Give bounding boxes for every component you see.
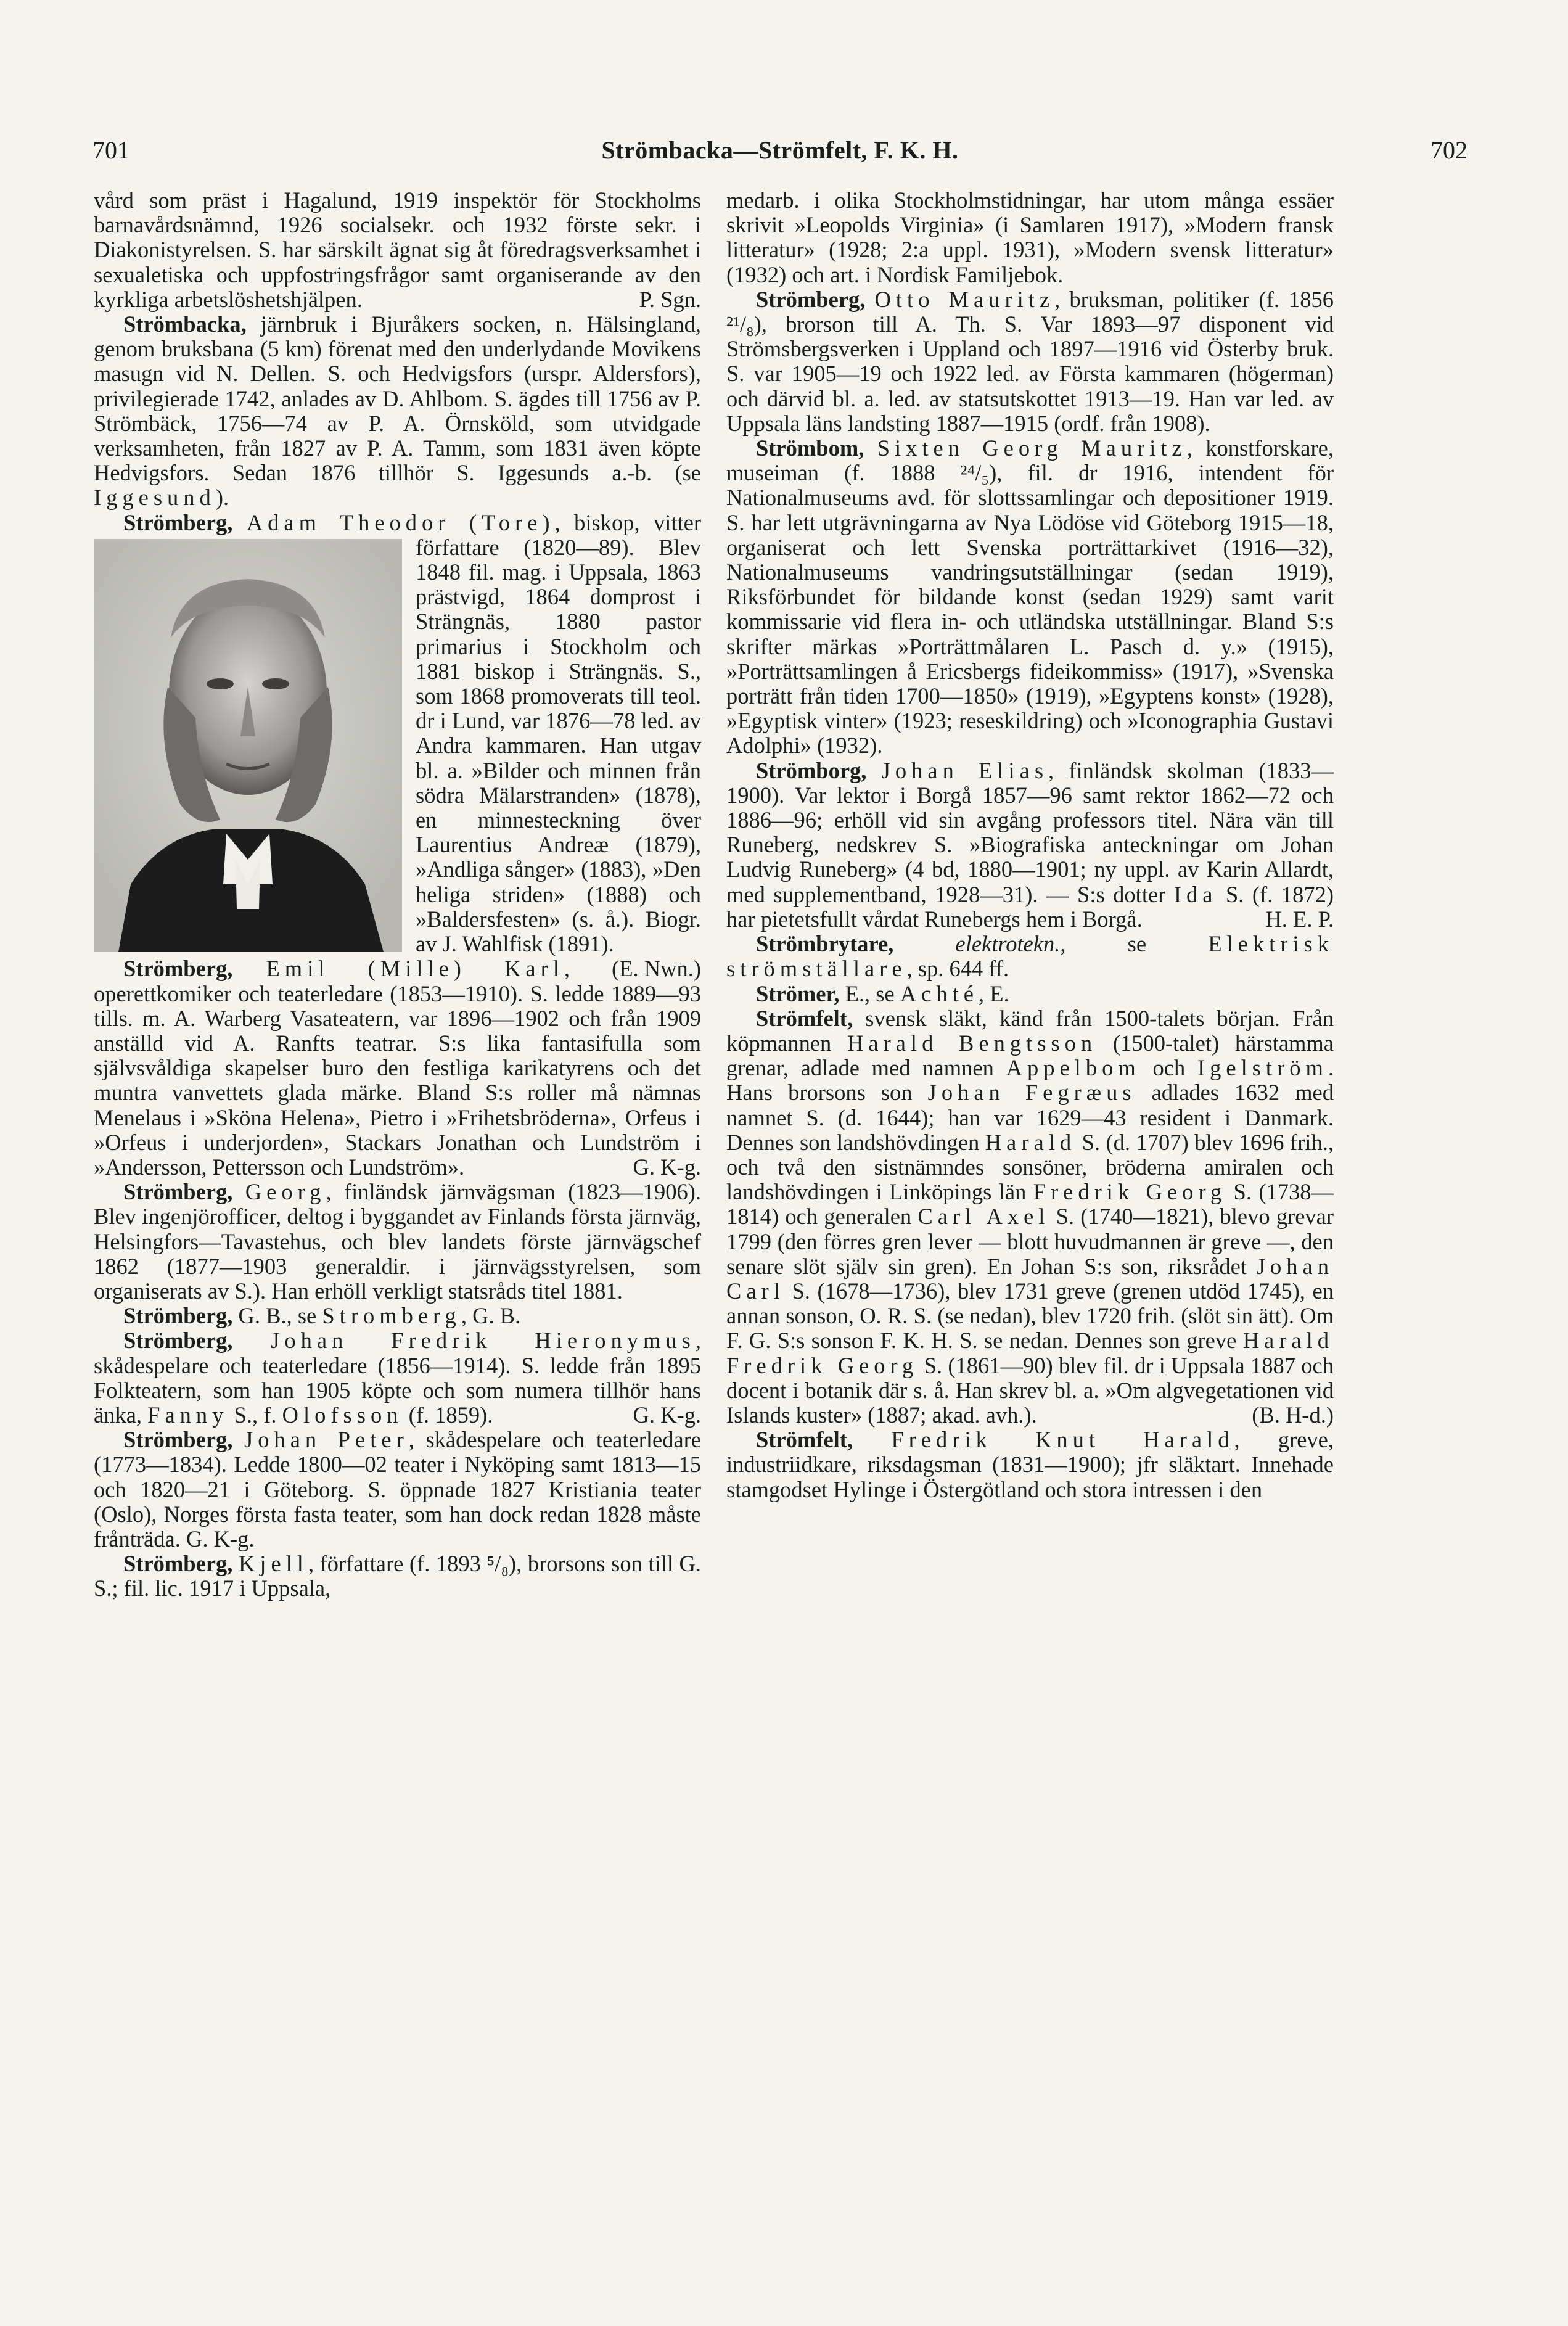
headword: Strömbrytare, [756,931,894,957]
entry-continuation: medarb. i olika Stockholmstidningar, har utom många essäer skrivit »Leopolds Virginia» (i Samlaren 1917), »Modern fransk litteratur» (1928; 2:a uppl. 1931), »Modern svensk litteratur» (1932) och art. i Nordisk Familjebok. [726,187,1334,287]
headword: Strömfelt, [756,1005,853,1031]
entry-stromberg-gb: Strömberg, G. B., se Stromberg, G. B. [123,1303,521,1329]
headword: Strömberg, [123,1328,233,1354]
signature: (E. Nwn.) [612,956,701,982]
cross-reference: Ida [1173,881,1218,907]
entry-stromberg-jfh: Strömberg, Johan Fredrik Hieronymus, skådespelare och teaterledare (1856—1914). S. ledde från 1895 Folkteatern, som han 1905 köpte och som numera tillhör hans änka, Fanny S., f. Olofsson (f. 1859). G. K-g. [94,1328,701,1428]
signature: (B. H-d.) [1252,1402,1334,1428]
cross-reference: Achté [900,980,979,1006]
headword: Strömer, [756,980,840,1006]
entry-continuation: vård som präst i Hagalund, 1919 inspektör för Stockholms barnavårdsnämnd, 1926 socialsekr. och 1932 förste sekr. i Diakonistyrelsen. S. har särskilt ägnat sig åt föredragsverksamhet i sexualetiska och uppfostringsfrågor samt organiserande av den kyrkliga arbetslöshetshjälpen. P. Sgn. [94,187,701,312]
signature: G. K-g. [633,1402,701,1428]
page-header [92,136,1467,179]
person-name: Adam Theodor (Tore) [246,509,555,535]
headword: Strömberg, [123,509,233,535]
entry-stromer: Strömer, E., se Achté, E. [756,980,1009,1006]
person-name: Kjell [238,1551,308,1577]
cross-reference: Fanny [147,1402,229,1428]
entry-stromberg-jp: Strömberg, Johan Peter, skådespelare och teaterledare (1773—1834). Ledde 1800—02 teater i Nyköping samt 1813—15 och 1820—21 i Göteborg. S. öppnade 1827 Kristiania teater (Oslo), Norges första fasta teater, som han dock redan 1828 måste frånträda. G. K-g. [94,1427,702,1551]
person-name: Sixten Georg Mauritz [877,435,1187,461]
headword: Strömberg, [756,286,866,312]
person-name: Otto Mauritz [874,286,1055,312]
person-name: Emil (Mille) Karl [266,956,564,982]
person-name: Georg [245,1179,326,1205]
headword: Strömberg, [123,1427,233,1453]
left-column [94,188,701,1601]
headword: Strömberg, [123,956,233,982]
entry-strombrytare: Strömbrytare, elektrotekn., se Elektrisk strömställare, sp. 644 ff. [726,931,1334,982]
cross-reference: Olofsson [282,1402,403,1428]
entry-stromberg-otto: Strömberg, Otto Mauritz, bruksman, politiker (f. 1856 ²¹/₈), brorson till A. Th. S. Var 1893—97 disponent vid Strömsbergsverken i Uppland och 1897—1916 vid Österby bruk. S. var 1905—19 och 1922 led. av Första kammaren (högerman) och därvid bl. a. led. av statsutskottet 1913—19. Han var led. av Uppsala läns landsting 1887—1915 (ordf. från 1908). [726,286,1334,436]
right-column [726,188,1334,1502]
cross-reference: Elektrisk strömställare [726,931,1334,982]
headword: Strömberg, [123,1551,233,1577]
entry-stromfelt-family: Strömfelt, svensk släkt, känd från 1500-talets början. Från köpmannen Harald Bengtsson (1500-talet) härstamma grenar, adlade med namnen Appelbom och Igelström. Hans brorsons son Johan Fegræus adlades 1632 med namnet S. (d. 1644); han var 1629—43 resident i Danmark. Dennes son landshövdingen Harald S. (d. 1707) blev 1696 frih., och två den sistnämndes sonsöner, bröderna amiralen och landshövdingen i Linköpings län Fredrik Georg S. (1738—1814) och generalen Carl Axel S. (1740—1821), blevo grevar 1799 (den förres gren lever — blott huvudmannen är greve —, den senare slöt själv sin gren). En Johan S:s son, riksrådet Johan Carl S. (1678—1736), blev 1731 greve (grenen utdöd 1745), en annan sonson, O. R. S. (se nedan), blev 1720 frih. (slöt sin ätt). Om F. G. S:s sonson F. K. H. S. se nedan. Dennes son greve Harald Fredrik Georg S. (1861—90) blev fil. dr i Uppsala 1887 och docent i botanik där s. å. Han skrev bl. a. »Om algvegetationen vid Islands kuster» (1887; akad. avh.). (B. H-d.) [726,1005,1334,1428]
entry-strombom-sixten: Strömbom, Sixten Georg Mauritz, konstforskare, museiman (f. 1888 ²⁴/₅), fil. dr 1916, intendent för Nationalmuseums avd. för slottssamlingar och depositioner 1919. S. har lett utgrävningarna av Nya Lödöse vid Göteborg 1915—18, organiserat och lett Svenska porträttarkivet (1916—32), Nationalmuseums vandringsutställningar (sedan 1919), Riksförbundet för bildande konst (sedan 1929) samt varit kommissarie vid flera in- och utländska utställningar. Bland S:s skrifter märkas »Porträttmålaren L. Pasch d. y.» (1915), »Porträttsamlingen å Ericsbergs fideikommiss» (1917), »Svenska porträtt från tiden 1700—1850» (1919), »Egyptens konst» (1928), »Egyptisk vinter» (1923; reseskildring) och »Iconographia Gustavi Adolphi» (1932). [726,435,1334,758]
signature: P. Sgn. [639,286,701,312]
entry-stromfelt-fkh: Strömfelt, Fredrik Knut Harald, greve, industriidkare, riksdagsman (1831—1900); jfr släktart. Innehade stamgodset Hylinge i Östergötland och stora intressen i den [726,1427,1334,1502]
running-title: Strömbacka—Strömfelt, F. K. H. [601,136,959,164]
headword: Strömbom, [756,435,864,461]
entry-stromborg-je: Strömborg, Johan Elias, finländsk skolman (1833—1900). Var lektor i Borgå 1857—96 samt rektor 1862—72 och 1886—96; erhöll vid sin avgång professors titel. Nära vän till Runeberg, nedskrev S. »Biografiska anteckningar om Johan Ludvig Runeberg» (4 bd, 1880—1901; ny uppl. av Karin Allardt, med supplementband, 1928—31). — S:s dotter Ida S. (f. 1872) har pietetsfullt vårdat Runebergs hem i Borgå. H. E. P. [726,757,1334,932]
headword: Strömborg, [756,757,867,783]
headword: Strömbacka, [123,311,247,337]
cross-reference: Iggesund [94,485,216,511]
person-name: Fredrik Knut Harald [891,1427,1234,1453]
person-name: Johan Elias [881,757,1049,783]
signature: G. K-g. [633,1154,701,1180]
headword: Strömberg, [123,1179,233,1205]
entry-stromberg-emil: Strömberg, Emil (Mille) Karl, operettkomiker och teaterledare (1853—1910). S. ledde 1889—93 tills. m. A. Warberg Vasateatern, var 1896—1902 och från 1909 anställd vid A. Ranfts teatrar. S:s lika fantasifulla som självsvåldiga skapelser buro den festliga karikatyrens och det muntra vanvettets glada märke. Bland S:s roller må nämnas Menelaus i »Sköna Helena», Pietro i »Frihetsbröderna», Orfeus i »Orfeus i underjorden», Stackars Jonathan och Lundström i »Andersson, Pettersson och Lundström». G. K-g. [94,956,701,1180]
page-number-right: 702 [1430,136,1467,164]
entry-stromberg-georg: Strömberg, Georg, finländsk järnvägsman (1823—1906). Blev ingenjörofficer, deltog i byggandet av Finlands första järnväg, Helsingfors—Tavastehus, och blev landets förste järnvägschef 1862 (1877—1903 generaldir. i järnvägsstyrelsen, som organiserats av S.). Han erhöll verkligt statsråds titel 1881. [94,1179,701,1304]
person-name: Johan Fredrik Hieronymus [271,1328,696,1354]
cross-reference: Stromberg [322,1303,461,1329]
entry-strombacka: Strömbacka, järnbruk i Bjuråkers socken, n. Hälsingland, genom bruksbana (5 km) förenat med den underlydande Movikens masugn vid N. Dellen. S. och Hedvigsfors (urspr. Aldersfors), privilegierade 1742, anlades av D. Ahlbom. S. ägdes till 1756 av P. Strömbäck, 1756—74 av P. A. Örnsköld, som utvidgade verksamheten, från 1827 av P. A. Tamm, som 1831 även köpte Hedvigsfors. Sedan 1876 tillhör S. Iggesunds a.-b. (se Iggesund). [94,311,701,511]
page-number-left: 701 [92,136,129,164]
signature: H. E. P. [1265,906,1334,932]
headword: Strömberg, [123,1303,233,1329]
entry-stromberg-adam: Strömberg, Adam Theodor (Tore) , biskop, vitter författare (1820—89). Blev 1848 fil. mag. i Uppsala, 1863 prästvigd, 1864 domprost i Strängnäs, 1880 pastor primarius i Stockholm och 1881 biskop i Strängnäs. S., som 1868 promoverats till teol. dr i Lund, var 1876—78 led. av Andra kammaren. Han utgav bl. a. »Bilder och minnen från södra Mälarstranden» (1878), en minnesteckning över Laurentius Andreæ (1879), »Andliga sånger» (1883), »Den heliga striden» (1888) och »Baldersfesten» (s. å.). Biogr. av J. Wahlfisk (1891). (E. Nwn.) [94,511,701,957]
entry-stromberg-kjell: Strömberg, Kjell, författare (f. 1893 ⁵/₈), brorsons son till G. S.; fil. lic. 1917 i Uppsala, [94,1551,702,1601]
headword: Strömfelt, [756,1427,853,1453]
portrait-image [94,539,402,952]
person-name: Johan Peter [244,1427,409,1453]
